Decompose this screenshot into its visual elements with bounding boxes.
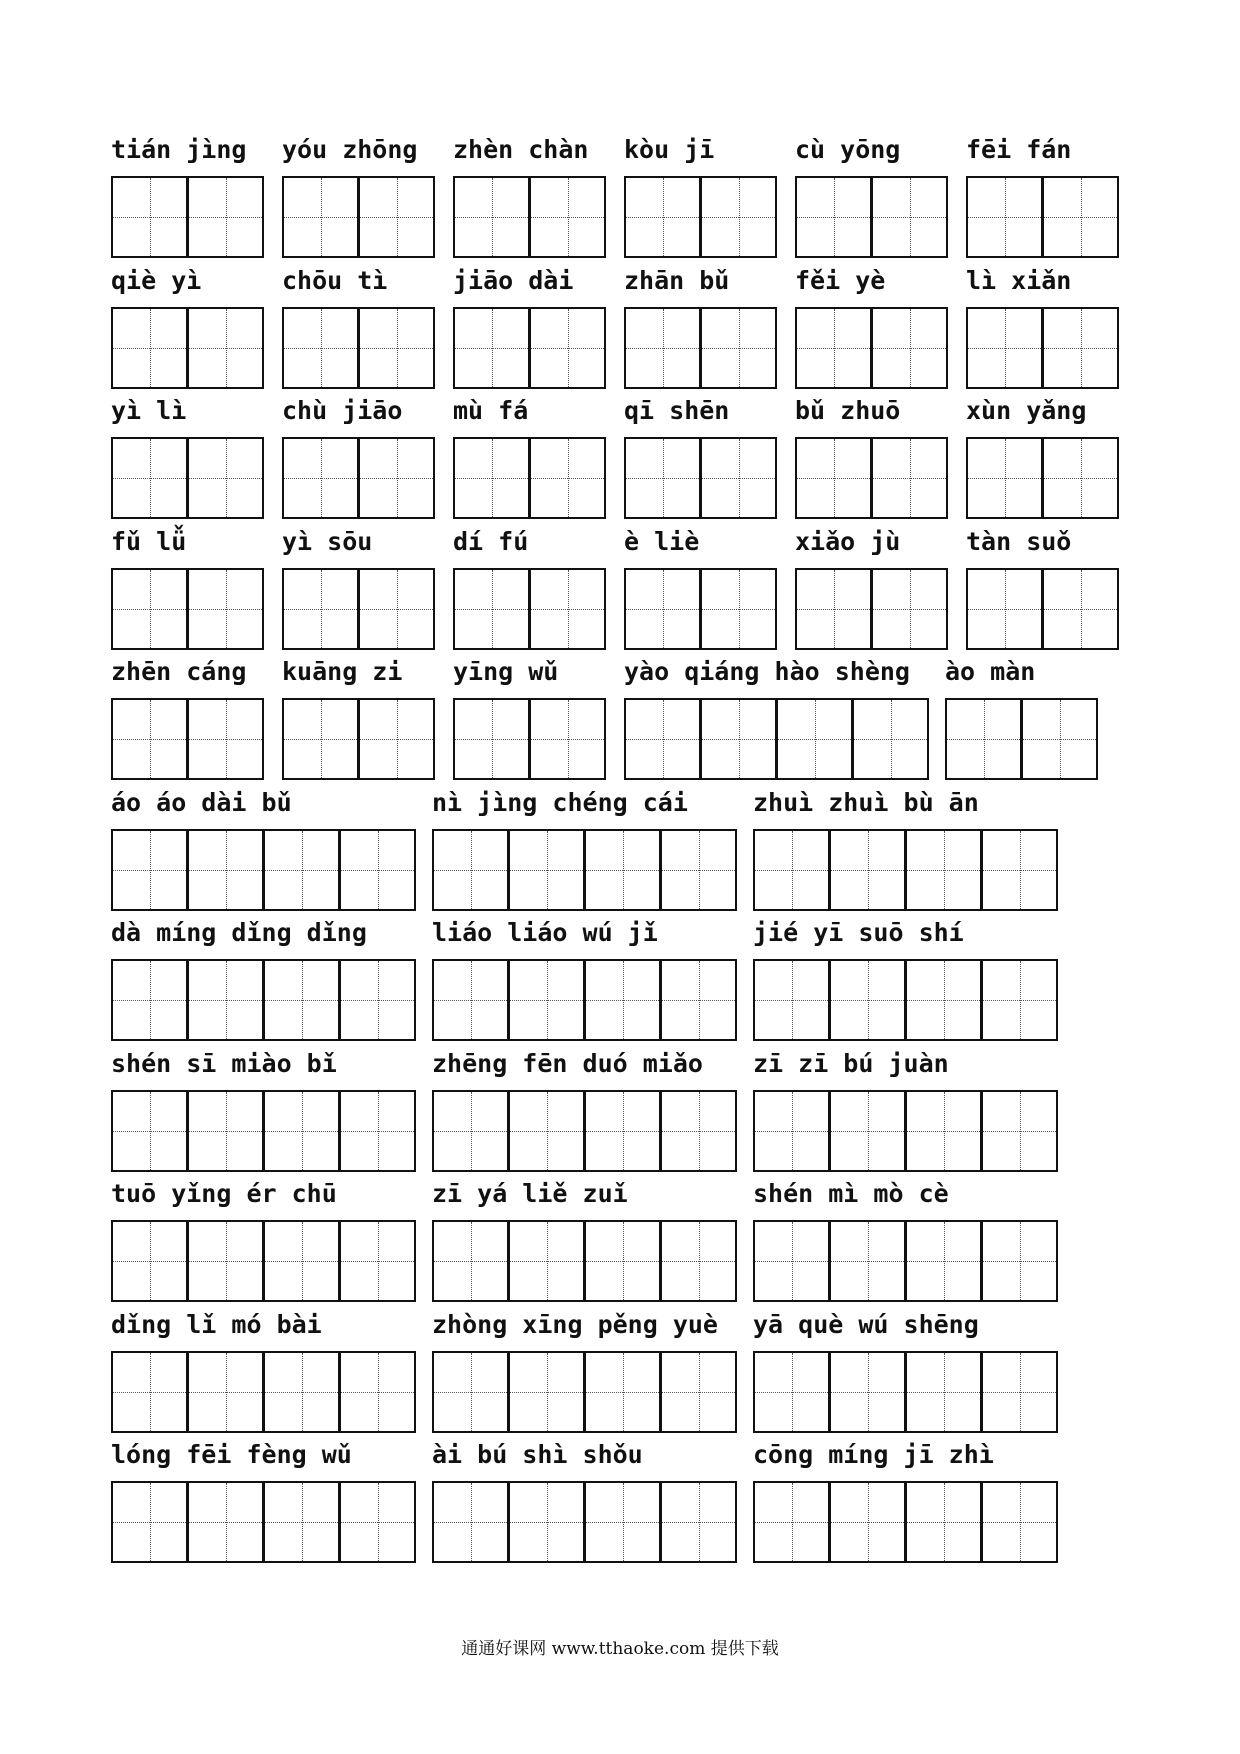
- writing-cell[interactable]: [585, 1351, 661, 1433]
- pinyin-label: qī shēn: [624, 396, 730, 425]
- writing-cell[interactable]: [701, 176, 777, 258]
- pinyin-label: cōng míng jī zhì: [753, 1440, 994, 1469]
- writing-cell[interactable]: [753, 829, 830, 911]
- writing-cell[interactable]: [701, 307, 777, 389]
- pinyin-label: lóng fēi fèng wǔ: [111, 1440, 352, 1469]
- writing-cell[interactable]: [906, 1090, 982, 1172]
- writing-cell[interactable]: [753, 1351, 830, 1433]
- writing-cell[interactable]: [966, 568, 1043, 650]
- pinyin-label: lì xiǎn: [966, 265, 1072, 295]
- writing-grid: [111, 1351, 416, 1433]
- writing-cell[interactable]: [585, 1220, 661, 1302]
- pinyin-label: liáo liáo wú jǐ: [432, 918, 658, 947]
- writing-cell[interactable]: [453, 698, 530, 780]
- writing-grid: [432, 1481, 737, 1563]
- writing-cell[interactable]: [264, 1090, 340, 1172]
- writing-cell[interactable]: [340, 1090, 416, 1172]
- writing-cell[interactable]: [509, 1220, 585, 1302]
- writing-cell[interactable]: [1043, 437, 1119, 519]
- writing-cell[interactable]: [701, 698, 777, 780]
- writing-cell[interactable]: [906, 1220, 982, 1302]
- writing-cell[interactable]: [585, 1481, 661, 1563]
- writing-grid: [282, 568, 435, 650]
- pinyin-label: yā què wú shēng: [753, 1309, 979, 1339]
- writing-cell[interactable]: [340, 1351, 416, 1433]
- writing-grid: [111, 307, 264, 389]
- writing-cell[interactable]: [111, 1481, 188, 1563]
- writing-cell[interactable]: [111, 959, 188, 1041]
- writing-grid: [624, 307, 777, 389]
- writing-cell[interactable]: [530, 307, 606, 389]
- writing-cell[interactable]: [1043, 568, 1119, 650]
- writing-cell[interactable]: [830, 1481, 906, 1563]
- writing-cell[interactable]: [111, 829, 188, 911]
- writing-grid: [795, 176, 948, 258]
- writing-cell[interactable]: [777, 698, 853, 780]
- writing-cell[interactable]: [624, 698, 701, 780]
- writing-cell[interactable]: [661, 1481, 737, 1563]
- pinyin-label: ài bú shì shǒu: [432, 1440, 643, 1469]
- writing-cell[interactable]: [661, 1351, 737, 1433]
- pinyin-label: xùn yǎng: [966, 396, 1087, 425]
- writing-cell[interactable]: [359, 176, 435, 258]
- writing-grid: [453, 698, 606, 780]
- writing-cell[interactable]: [359, 307, 435, 389]
- writing-grid: [282, 437, 435, 519]
- writing-grid: [111, 1481, 416, 1563]
- pinyin-label: yóu zhōng: [282, 135, 418, 164]
- writing-cell[interactable]: [188, 176, 264, 258]
- writing-cell[interactable]: [530, 176, 606, 258]
- writing-cell[interactable]: [982, 1090, 1058, 1172]
- writing-cell[interactable]: [701, 437, 777, 519]
- writing-cell[interactable]: [872, 437, 948, 519]
- writing-cell[interactable]: [753, 1481, 830, 1563]
- writing-cell[interactable]: [661, 1220, 737, 1302]
- writing-cell[interactable]: [111, 1090, 188, 1172]
- writing-grid: [111, 1220, 416, 1302]
- pinyin-label: zhèn chàn: [453, 135, 589, 164]
- writing-cell[interactable]: [188, 698, 264, 780]
- writing-cell[interactable]: [872, 176, 948, 258]
- writing-cell[interactable]: [264, 959, 340, 1041]
- writing-grid: [432, 1090, 737, 1172]
- writing-cell[interactable]: [982, 1220, 1058, 1302]
- writing-cell[interactable]: [906, 829, 982, 911]
- writing-cell[interactable]: [1043, 176, 1119, 258]
- writing-cell[interactable]: [340, 1220, 416, 1302]
- writing-cell[interactable]: [509, 1481, 585, 1563]
- writing-cell[interactable]: [111, 307, 188, 389]
- writing-cell[interactable]: [530, 437, 606, 519]
- writing-grid: [432, 829, 737, 911]
- writing-grid: [795, 307, 948, 389]
- writing-cell[interactable]: [530, 568, 606, 650]
- writing-cell[interactable]: [432, 1351, 509, 1433]
- writing-cell[interactable]: [624, 568, 701, 650]
- pinyin-label: shén mì mò cè: [753, 1179, 949, 1208]
- writing-cell[interactable]: [982, 1351, 1058, 1433]
- writing-cell[interactable]: [585, 1090, 661, 1172]
- writing-cell[interactable]: [453, 568, 530, 650]
- writing-cell[interactable]: [661, 829, 737, 911]
- writing-grid: [624, 437, 777, 519]
- writing-cell[interactable]: [906, 1351, 982, 1433]
- writing-grid: [624, 568, 777, 650]
- writing-cell[interactable]: [188, 437, 264, 519]
- writing-cell[interactable]: [453, 437, 530, 519]
- pinyin-label: tián jìng: [111, 135, 247, 164]
- writing-grid: [753, 829, 1058, 911]
- pinyin-label: mù fá: [453, 396, 529, 425]
- pinyin-label: zī zī bú juàn: [753, 1048, 949, 1078]
- writing-cell[interactable]: [795, 176, 872, 258]
- writing-cell[interactable]: [1043, 307, 1119, 389]
- writing-cell[interactable]: [509, 829, 585, 911]
- writing-grid: [753, 1220, 1058, 1302]
- writing-cell[interactable]: [830, 1351, 906, 1433]
- pinyin-label: fǔ lǚ: [111, 526, 187, 556]
- pinyin-label: jiāo dài: [453, 265, 574, 295]
- writing-cell[interactable]: [282, 176, 359, 258]
- writing-grid: [753, 959, 1058, 1041]
- pinyin-label: áo áo dài bǔ: [111, 787, 292, 817]
- pinyin-label: yào qiáng hào shèng: [624, 657, 910, 686]
- writing-cell[interactable]: [432, 959, 509, 1041]
- writing-grid: [624, 176, 777, 258]
- writing-cell[interactable]: [982, 829, 1058, 911]
- writing-cell[interactable]: [264, 1220, 340, 1302]
- writing-cell[interactable]: [509, 959, 585, 1041]
- writing-grid: [966, 568, 1119, 650]
- pinyin-label: dà míng dǐng dǐng: [111, 918, 367, 947]
- writing-grid: [453, 307, 606, 389]
- writing-cell[interactable]: [795, 437, 872, 519]
- pinyin-label: shén sī miào bǐ: [111, 1048, 337, 1078]
- writing-grid: [111, 176, 264, 258]
- writing-grid: [624, 698, 929, 780]
- writing-grid: [453, 437, 606, 519]
- writing-cell[interactable]: [188, 307, 264, 389]
- pinyin-label: tàn suǒ: [966, 526, 1072, 556]
- writing-grid: [432, 959, 737, 1041]
- pinyin-label: qiè yì: [111, 265, 202, 295]
- writing-grid: [282, 698, 435, 780]
- writing-cell[interactable]: [661, 1090, 737, 1172]
- writing-grid: [753, 1481, 1058, 1563]
- writing-cell[interactable]: [701, 568, 777, 650]
- pinyin-label: nì jìng chéng cái: [432, 787, 688, 817]
- pinyin-label: dí fú: [453, 526, 529, 556]
- writing-grid: [111, 959, 416, 1041]
- writing-grid: [111, 1090, 416, 1172]
- writing-cell[interactable]: [966, 437, 1043, 519]
- writing-cell[interactable]: [753, 959, 830, 1041]
- pinyin-label: xiǎo jù: [795, 526, 901, 556]
- writing-cell[interactable]: [282, 568, 359, 650]
- pinyin-label: zhān bǔ: [624, 265, 730, 295]
- writing-cell[interactable]: [509, 1090, 585, 1172]
- writing-cell[interactable]: [982, 1481, 1058, 1563]
- writing-grid: [795, 568, 948, 650]
- writing-cell[interactable]: [188, 568, 264, 650]
- writing-cell[interactable]: [359, 568, 435, 650]
- pinyin-label: bǔ zhuō: [795, 396, 901, 425]
- pinyin-label: kuāng zi: [282, 657, 403, 686]
- writing-grid: [966, 437, 1119, 519]
- pinyin-label: ào màn: [945, 657, 1036, 686]
- writing-grid: [795, 437, 948, 519]
- pinyin-label: chù jiāo: [282, 396, 403, 425]
- pinyin-label: zhuì zhuì bù ān: [753, 787, 979, 817]
- pinyin-label: è liè: [624, 526, 700, 556]
- writing-cell[interactable]: [340, 829, 416, 911]
- writing-cell[interactable]: [282, 437, 359, 519]
- writing-cell[interactable]: [453, 176, 530, 258]
- writing-cell[interactable]: [453, 307, 530, 389]
- writing-grid: [111, 698, 264, 780]
- writing-cell[interactable]: [906, 1481, 982, 1563]
- writing-cell[interactable]: [282, 307, 359, 389]
- writing-cell[interactable]: [111, 568, 188, 650]
- writing-cell[interactable]: [530, 698, 606, 780]
- writing-cell[interactable]: [830, 959, 906, 1041]
- writing-cell[interactable]: [359, 437, 435, 519]
- pinyin-label: zhòng xīng pěng yuè: [432, 1309, 718, 1339]
- writing-cell[interactable]: [945, 698, 1022, 780]
- writing-cell[interactable]: [188, 1220, 264, 1302]
- writing-cell[interactable]: [359, 698, 435, 780]
- writing-grid: [432, 1220, 737, 1302]
- pinyin-label: fěi yè: [795, 265, 886, 295]
- writing-cell[interactable]: [340, 1481, 416, 1563]
- writing-cell[interactable]: [282, 698, 359, 780]
- writing-cell[interactable]: [585, 829, 661, 911]
- writing-grid: [453, 568, 606, 650]
- writing-grid: [966, 307, 1119, 389]
- writing-cell[interactable]: [111, 1220, 188, 1302]
- writing-cell[interactable]: [432, 1220, 509, 1302]
- footer-text: 通通好课网 www.tthaoke.com 提供下载: [461, 1639, 779, 1659]
- writing-cell[interactable]: [661, 959, 737, 1041]
- pinyin-label: tuō yǐng ér chū: [111, 1179, 337, 1208]
- writing-grid: [966, 176, 1119, 258]
- writing-cell[interactable]: [188, 959, 264, 1041]
- writing-cell[interactable]: [264, 1351, 340, 1433]
- writing-cell[interactable]: [111, 176, 188, 258]
- writing-grid: [753, 1090, 1058, 1172]
- writing-cell[interactable]: [432, 1481, 509, 1563]
- writing-cell[interactable]: [624, 176, 701, 258]
- writing-cell[interactable]: [111, 698, 188, 780]
- writing-cell[interactable]: [264, 829, 340, 911]
- writing-cell[interactable]: [432, 1090, 509, 1172]
- pinyin-label: zhēng fēn duó miǎo: [432, 1048, 703, 1078]
- pinyin-label: fēi fán: [966, 135, 1072, 164]
- writing-cell[interactable]: [795, 307, 872, 389]
- writing-cell[interactable]: [188, 829, 264, 911]
- writing-cell[interactable]: [795, 568, 872, 650]
- writing-cell[interactable]: [111, 1351, 188, 1433]
- pinyin-label: kòu jī: [624, 135, 715, 164]
- writing-grid: [111, 829, 416, 911]
- writing-cell[interactable]: [340, 959, 416, 1041]
- pinyin-label: zī yá liě zuǐ: [432, 1179, 628, 1208]
- writing-cell[interactable]: [830, 1090, 906, 1172]
- pinyin-label: chōu tì: [282, 265, 388, 295]
- writing-cell[interactable]: [966, 176, 1043, 258]
- writing-cell[interactable]: [853, 698, 929, 780]
- pinyin-label: dǐng lǐ mó bài: [111, 1309, 322, 1339]
- pinyin-label: yì lì: [111, 396, 187, 425]
- writing-cell[interactable]: [188, 1351, 264, 1433]
- writing-cell[interactable]: [111, 437, 188, 519]
- writing-cell[interactable]: [264, 1481, 340, 1563]
- writing-grid: [753, 1351, 1058, 1433]
- writing-cell[interactable]: [830, 1220, 906, 1302]
- writing-grid: [453, 176, 606, 258]
- writing-cell[interactable]: [585, 959, 661, 1041]
- writing-grid: [945, 698, 1098, 780]
- pinyin-label: yì sōu: [282, 526, 373, 556]
- writing-cell[interactable]: [624, 307, 701, 389]
- pinyin-label: cù yōng: [795, 135, 901, 164]
- pinyin-label: yīng wǔ: [453, 657, 559, 686]
- writing-grid: [282, 307, 435, 389]
- writing-cell[interactable]: [624, 437, 701, 519]
- writing-cell[interactable]: [509, 1351, 585, 1433]
- writing-cell[interactable]: [872, 307, 948, 389]
- writing-cell[interactable]: [188, 1481, 264, 1563]
- writing-cell[interactable]: [906, 959, 982, 1041]
- pinyin-label: zhēn cáng: [111, 657, 247, 686]
- writing-grid: [282, 176, 435, 258]
- writing-cell[interactable]: [982, 959, 1058, 1041]
- writing-cell[interactable]: [753, 1090, 830, 1172]
- writing-cell[interactable]: [188, 1090, 264, 1172]
- writing-cell[interactable]: [966, 307, 1043, 389]
- pinyin-label: jié yī suō shí: [753, 918, 964, 947]
- writing-cell[interactable]: [753, 1220, 830, 1302]
- writing-cell[interactable]: [830, 829, 906, 911]
- writing-cell[interactable]: [872, 568, 948, 650]
- writing-cell[interactable]: [1022, 698, 1098, 780]
- writing-grid: [111, 568, 264, 650]
- writing-grid: [432, 1351, 737, 1433]
- writing-cell[interactable]: [432, 829, 509, 911]
- writing-grid: [111, 437, 264, 519]
